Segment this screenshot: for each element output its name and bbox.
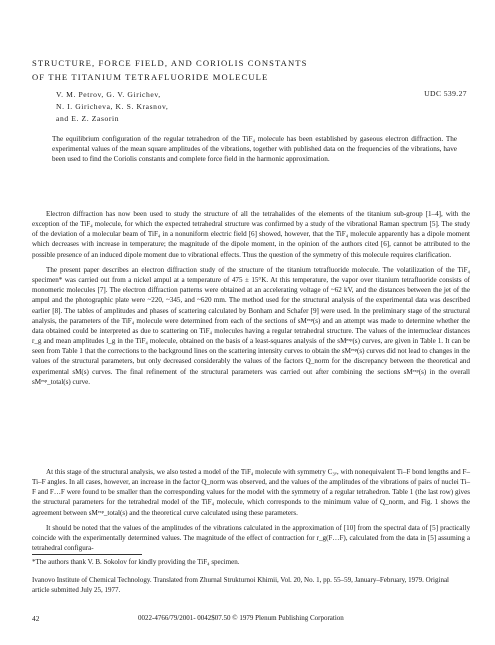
author-list bbox=[56, 89, 168, 125]
title-line-2: OF THE TITANIUM TETRAFLUORIDE MOLECULE bbox=[32, 72, 269, 82]
body-paragraph-2 bbox=[32, 265, 470, 387]
affiliation-note: Ivanovo Institute of Chemical Technology. Translated from Zhurnal Strukturnoi Khimii, Vol. 20, No. 1, pp. 55–59, January–February, 1979. Original article submitted July 25, 1977. bbox=[32, 576, 449, 594]
copyright-line: 0022-4766/79/2001- 0042$07.50 © 1979 Plenum Publishing Corporation bbox=[138, 614, 344, 622]
paragraph-text: At this stage of the structural analysis, we also tested a model of the TiF₄ molecule with symmetry C₃ᵥ, with nonequivalent Ti–F bond lengths and F–Ti–F angles. In all cases, however, an increase in the factor Q_norm was observed, and the values of the amplitudes of the vibrations of pairs of nuclei Ti–F and F…F were found to be smaller than the corresponding values for the model with the symmetry of a regular tetrahedron. Table 1 (the last row) gives the structural parameters for the tetrahedral model of the TiF₄ molecule, which corresponds to the minimum value of Q_norm, and Fig. 1 shows the agreement between sMᵉˣᵖ_total(s) and the theoretical curve calculated using these parameters. bbox=[32, 468, 470, 517]
paragraph-text: Electron diffraction has now been used to study the structure of all the tetrahalides of the elements of the titanium sub-group [1–4], with the exception of the TiF₄ molecule, for which the expected tetrahedral structure was confirmed by a study of the vibrational Raman spectrum [5]. The study of the deviation of a molecular beam of TiF₄ in a nonuniform electric field [6] showed, however, that the TiF₄ molecule apparently has a dipole moment which decreases with increase in temperature; the magnitude of the dipole moment, in the opinion of the authors cited [6], cannot be attributed to the possible presence of an induced dipole moment due to vibrational effects. Thus the question of the symmetry of this molecule requires clarification. bbox=[32, 210, 470, 259]
abstract: The equilibrium configuration of the regular tetrahedron of the TiF₄ molecule has been established by gaseous electron diffraction. The experimental values of the mean square amplitudes of the vibrations, together with published data on the frequencies of the vibrations, have been used to find the Coriolis constants and complete force field in the harmonic approximation. bbox=[52, 135, 457, 164]
author-line-3: and E. Z. Zasorin bbox=[56, 114, 120, 123]
title-line-1: STRUCTURE, FORCE FIELD, AND CORIOLIS CONSTANTS bbox=[32, 58, 308, 68]
author-line-1: V. M. Petrov, G. V. Girichev, bbox=[56, 90, 161, 99]
article-title bbox=[32, 56, 472, 84]
footnote-divider bbox=[32, 554, 142, 555]
body-paragraph-1 bbox=[32, 209, 470, 260]
page-number: 42 bbox=[32, 614, 40, 623]
paragraph-text: It should be noted that the values of the amplitudes of the vibrations calculated in the approximation of [10] from the spectral data of [5] practically coincide with the experimentally determined values. The magnitude of the effect of contraction for r_g(F…F), calculated from the data in [5] assuming a tetrahedral configura- bbox=[32, 524, 470, 553]
body-paragraph-4 bbox=[32, 523, 470, 553]
body-paragraph-3 bbox=[32, 467, 470, 518]
author-line-2: N. I. Giricheva, K. S. Krasnov, bbox=[56, 102, 169, 111]
udc-code: UDC 539.27 bbox=[424, 89, 467, 98]
paragraph-text: The present paper describes an electron diffraction study of the structure of the titanium tetrafluoride molecule. The volatilization of the TiF₄ specimen* was carried out from a nickel ampul at a temperature of 475 ± 15°K. At this temperature, the vapor over titanium tetrafluoride consists of monomeric molecules [7]. The electron diffraction patterns were obtained at an accelerating voltage of ~62 kV, and the distances between the jet of the ampul and the photographic plate were ~220, ~345, and ~620 mm. The method used for the structural analysis of the experimental data was described earlier [8]. The tables of amplitudes and phases of scattering calculated by Bonham and Schafer [9] were used. In the preliminary stage of the structural analysis, the parameters of the TiF₄ molecule were determined from each of the sections of sMᵉˣᵖ(s) and an attempt was made to determine whether the data obtained could be interpreted as due to scattering on TiF₄ molecules having a regular tetrahedral structure. The values of the internuclear distances r_g and mean amplitudes l_g in the TiF₄ molecule, obtained on the basis of a least-squares analysis of the sMᵉˣᵖ(s) curves, are given in Table 1. It can be seen from Table 1 that the corrections to the background lines on the scattering intensity curves to obtain the sMᵉˣᵖ(s) curves did not lead to changes in the values of the structural parameters, but only decreased considerably the values of the factors Q_norm for the discrepancy between the theoretical and experimental sM(s) curves. The final refinement of the structural parameters was carried out after combining the sections sMᵉˣᵖ(s) in the overall sMᵉˣᵖ_total(s) curve. bbox=[32, 266, 470, 386]
footnote: *The authors thank V. B. Sokolov for kindly providing the TiF₄ specimen. bbox=[32, 558, 240, 566]
